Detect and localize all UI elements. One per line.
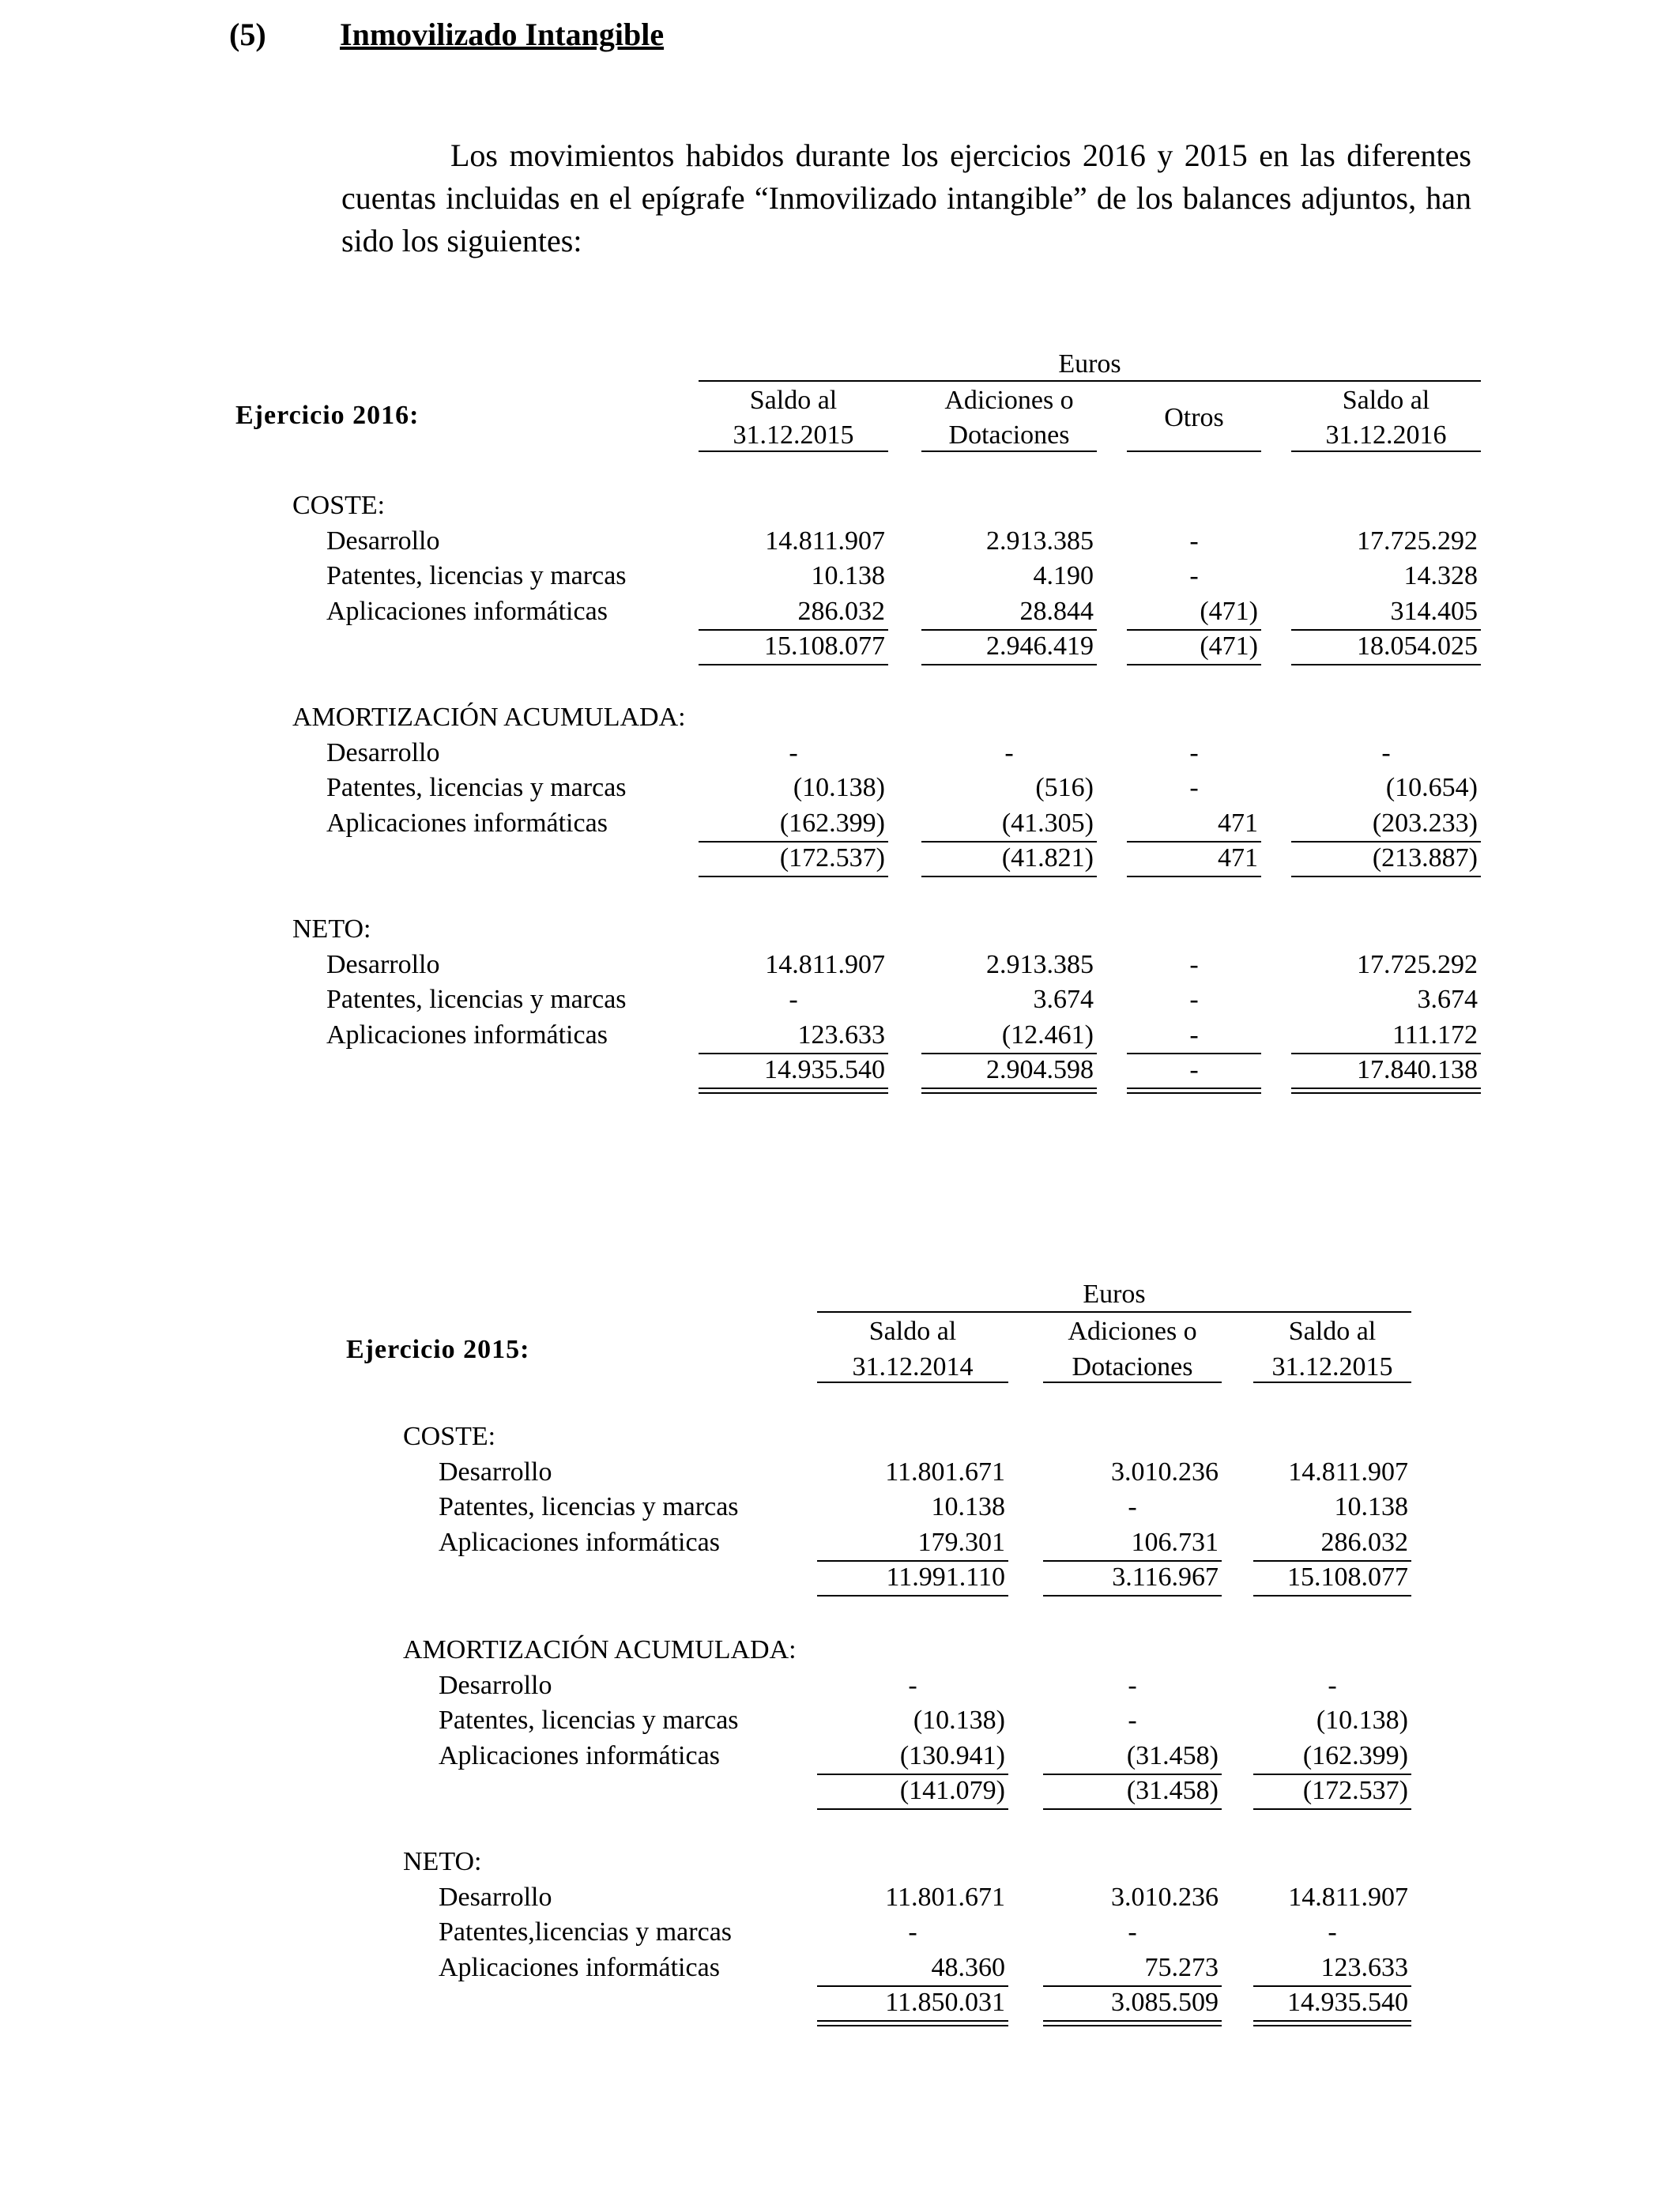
subtotal-rule xyxy=(1253,1774,1411,1775)
column-header-line1: Saldo al xyxy=(1288,1317,1377,1346)
cell-value: - xyxy=(1189,561,1199,590)
total-value: (172.537) xyxy=(1302,1776,1408,1805)
column-header-line1: Saldo al xyxy=(868,1317,957,1346)
section-heading: AMORTIZACIÓN ACUMULADA: xyxy=(292,703,686,732)
subtotal-rule xyxy=(921,629,1097,631)
cell-value: 10.138 xyxy=(811,561,885,590)
subtotal-rule xyxy=(1291,629,1481,631)
subtotal-rule xyxy=(817,1985,1008,1987)
total-value: 15.108.077 xyxy=(764,631,885,661)
total-value: 14.935.540 xyxy=(764,1055,885,1084)
subtotal-rule xyxy=(817,1560,1008,1562)
total-rule xyxy=(817,1595,1008,1596)
cell-value: - xyxy=(908,1917,917,1947)
cell-value: - xyxy=(1189,949,1199,979)
total-value: 18.054.025 xyxy=(1357,631,1478,661)
cell-value: (31.458) xyxy=(1126,1740,1219,1770)
cell-value: - xyxy=(1189,526,1199,556)
column-header-line2: Dotaciones xyxy=(948,420,1070,450)
cell-value: (12.461) xyxy=(1001,1020,1094,1050)
cell-value: 286.032 xyxy=(797,596,885,626)
column-header-line1: Saldo al xyxy=(749,386,838,415)
total-rule xyxy=(1127,1088,1261,1089)
column-header-line1: Adiciones o xyxy=(1068,1317,1197,1346)
currency-label: Euros xyxy=(1083,1280,1146,1309)
total-rule xyxy=(1127,664,1261,665)
column-header-rule xyxy=(1043,1382,1222,1383)
total-double-rule xyxy=(817,2025,1008,2026)
total-rule xyxy=(1253,1595,1411,1596)
total-rule xyxy=(699,876,888,877)
cell-value: 14.811.907 xyxy=(1288,1457,1408,1487)
column-header-rule xyxy=(921,450,1097,452)
cell-value: 14.811.907 xyxy=(765,949,885,979)
cell-value: 286.032 xyxy=(1320,1527,1408,1557)
row-label: Patentes, licencias y marcas xyxy=(439,1706,739,1735)
total-value: 2.904.598 xyxy=(986,1055,1094,1084)
row-label: Aplicaciones informáticas xyxy=(326,1020,608,1050)
total-value: 11.991.110 xyxy=(886,1563,1005,1592)
total-rule xyxy=(817,1808,1008,1810)
row-label: Patentes, licencias y marcas xyxy=(326,985,627,1014)
table-year-label: Ejercicio 2015: xyxy=(346,1335,530,1364)
row-label: Patentes, licencias y marcas xyxy=(326,773,627,802)
subtotal-rule xyxy=(1291,1053,1481,1054)
total-rule xyxy=(1043,1595,1222,1596)
cell-value: (471) xyxy=(1200,596,1258,626)
intro-text: Los movimientos habidos durante los ejercicios 2016 y 2015 en las diferentes cuentas incluidas en el epígrafe “Inmovilizado intangible” de los balances adjuntos, han sido los siguientes: xyxy=(341,138,1471,258)
table-year-label: Ejercicio 2016: xyxy=(235,401,420,430)
total-rule xyxy=(1043,1808,1222,1810)
total-value: 3.116.967 xyxy=(1112,1563,1219,1592)
subtotal-rule xyxy=(921,1053,1097,1054)
row-label: Aplicaciones informáticas xyxy=(439,1952,720,1982)
cell-value: (203.233) xyxy=(1372,808,1478,838)
section-heading: NETO: xyxy=(403,1847,482,1876)
cell-value: 123.633 xyxy=(1320,1952,1408,1982)
cell-value: 2.913.385 xyxy=(986,949,1094,979)
cell-value: 111.172 xyxy=(1392,1020,1478,1050)
total-rule xyxy=(1291,664,1481,665)
column-header-rule xyxy=(817,1382,1008,1383)
cell-value: (10.654) xyxy=(1385,773,1478,802)
total-value: (41.821) xyxy=(1001,843,1094,873)
subtotal-rule xyxy=(921,841,1097,843)
cell-value: - xyxy=(1328,1670,1337,1700)
cell-value: - xyxy=(789,737,798,767)
row-label: Patentes, licencias y marcas xyxy=(439,1492,739,1521)
cell-value: 17.725.292 xyxy=(1357,949,1478,979)
subtotal-rule xyxy=(1253,1560,1411,1562)
subtotal-rule xyxy=(1253,1985,1411,1987)
section-heading: COSTE: xyxy=(292,491,386,520)
total-rule xyxy=(1127,876,1261,877)
column-header-line1: Saldo al xyxy=(1342,386,1430,415)
cell-value: - xyxy=(1128,1670,1137,1700)
cell-value: 3.010.236 xyxy=(1111,1457,1219,1487)
section-heading: AMORTIZACIÓN ACUMULADA: xyxy=(403,1635,797,1664)
cell-value: - xyxy=(908,1670,917,1700)
cell-value: - xyxy=(1128,1917,1137,1947)
column-header-line2: 31.12.2014 xyxy=(852,1352,974,1382)
cell-value: 11.801.671 xyxy=(885,1457,1005,1487)
cell-value: 3.674 xyxy=(1033,985,1094,1014)
cell-value: - xyxy=(1189,985,1199,1014)
total-double-rule xyxy=(921,1092,1097,1094)
section-number: (5) xyxy=(229,17,266,52)
row-label: Desarrollo xyxy=(326,949,440,979)
cell-value: (162.399) xyxy=(779,808,885,838)
total-value: (141.079) xyxy=(899,1776,1005,1805)
subtotal-rule xyxy=(1127,1053,1261,1054)
cell-value: 48.360 xyxy=(931,1952,1005,1982)
subtotal-rule xyxy=(1291,841,1481,843)
intro-paragraph xyxy=(341,134,1471,262)
row-label: Desarrollo xyxy=(439,1457,552,1487)
total-rule xyxy=(1291,1088,1481,1089)
column-header-rule xyxy=(1127,450,1261,452)
cell-value: (162.399) xyxy=(1302,1740,1408,1770)
cell-value: 3.010.236 xyxy=(1111,1882,1219,1912)
cell-value: - xyxy=(1381,737,1391,767)
cell-value: (10.138) xyxy=(1316,1706,1408,1735)
row-label: Aplicaciones informáticas xyxy=(326,596,608,626)
column-header-line2: Dotaciones xyxy=(1072,1352,1193,1382)
total-value: - xyxy=(1189,1055,1199,1084)
cell-value: - xyxy=(1004,737,1014,767)
subtotal-rule xyxy=(1043,1774,1222,1775)
cell-value: 17.725.292 xyxy=(1357,526,1478,556)
total-rule xyxy=(1253,2020,1411,2022)
row-label: Patentes, licencias y marcas xyxy=(326,561,627,590)
cell-value: - xyxy=(1189,737,1199,767)
row-label: Desarrollo xyxy=(439,1670,552,1700)
subtotal-rule xyxy=(699,841,888,843)
total-rule xyxy=(817,2020,1008,2022)
cell-value: 179.301 xyxy=(917,1527,1005,1557)
cell-value: 3.674 xyxy=(1417,985,1478,1014)
column-header-line2: 31.12.2015 xyxy=(1271,1352,1393,1382)
total-value: 471 xyxy=(1218,843,1258,873)
currency-label: Euros xyxy=(1058,349,1121,379)
cell-value: 2.913.385 xyxy=(986,526,1094,556)
row-label: Aplicaciones informáticas xyxy=(439,1527,720,1557)
subtotal-rule xyxy=(817,1774,1008,1775)
cell-value: (10.138) xyxy=(913,1706,1005,1735)
subtotal-rule xyxy=(1043,1560,1222,1562)
total-value: (172.537) xyxy=(779,843,885,873)
subtotal-rule xyxy=(1127,841,1261,843)
total-double-rule xyxy=(699,1092,888,1094)
column-header: Otros xyxy=(1164,403,1224,432)
column-header-line2: 31.12.2015 xyxy=(733,420,854,450)
cell-value: - xyxy=(1189,1020,1199,1050)
total-value: (31.458) xyxy=(1126,1776,1219,1805)
total-value: 14.935.540 xyxy=(1287,1988,1408,2017)
total-double-rule xyxy=(1043,2025,1222,2026)
cell-value: - xyxy=(1328,1917,1337,1947)
cell-value: - xyxy=(1189,773,1199,802)
cell-value: 314.405 xyxy=(1390,596,1478,626)
total-value: (213.887) xyxy=(1372,843,1478,873)
total-rule xyxy=(921,876,1097,877)
column-header-line2: 31.12.2016 xyxy=(1325,420,1447,450)
subtotal-rule xyxy=(699,629,888,631)
row-label: Aplicaciones informáticas xyxy=(326,808,608,838)
cell-value: 75.273 xyxy=(1144,1952,1219,1982)
cell-value: - xyxy=(1128,1706,1137,1735)
total-double-rule xyxy=(1291,1092,1481,1094)
currency-rule xyxy=(817,1311,1411,1313)
cell-value: (130.941) xyxy=(899,1740,1005,1770)
currency-rule xyxy=(699,380,1481,382)
cell-value: 14.811.907 xyxy=(1288,1882,1408,1912)
total-rule xyxy=(699,664,888,665)
cell-value: (41.305) xyxy=(1001,808,1094,838)
total-value: (471) xyxy=(1200,631,1258,661)
total-rule xyxy=(1253,1808,1411,1810)
total-value: 15.108.077 xyxy=(1287,1563,1408,1592)
cell-value: 10.138 xyxy=(1334,1492,1408,1521)
subtotal-rule xyxy=(699,1053,888,1054)
row-label: Desarrollo xyxy=(326,526,440,556)
cell-value: 28.844 xyxy=(1019,596,1094,626)
subtotal-rule xyxy=(1043,1985,1222,1987)
column-header-rule xyxy=(1253,1382,1411,1383)
cell-value: 14.811.907 xyxy=(765,526,885,556)
column-header-line1: Adiciones o xyxy=(944,386,1074,415)
total-value: 2.946.419 xyxy=(986,631,1094,661)
cell-value: (516) xyxy=(1035,773,1094,802)
total-double-rule xyxy=(1253,2025,1411,2026)
cell-value: 14.328 xyxy=(1403,561,1478,590)
cell-value: 106.731 xyxy=(1131,1527,1219,1557)
section-heading: NETO: xyxy=(292,914,371,944)
total-value: 3.085.509 xyxy=(1111,1988,1219,2017)
total-value: 11.850.031 xyxy=(885,1988,1005,2017)
subtotal-rule xyxy=(1127,629,1261,631)
row-label: Aplicaciones informáticas xyxy=(439,1740,720,1770)
section-title: Inmovilizado Intangible xyxy=(340,17,665,52)
row-label: Desarrollo xyxy=(326,737,440,767)
total-rule xyxy=(699,1088,888,1089)
total-rule xyxy=(1291,876,1481,877)
column-header-rule xyxy=(1291,450,1481,452)
row-label: Desarrollo xyxy=(439,1882,552,1912)
total-rule xyxy=(1043,2020,1222,2022)
total-rule xyxy=(921,664,1097,665)
cell-value: 471 xyxy=(1218,808,1258,838)
column-header-rule xyxy=(699,450,888,452)
total-value: 17.840.138 xyxy=(1357,1055,1478,1084)
cell-value: - xyxy=(789,985,798,1014)
total-rule xyxy=(921,1088,1097,1089)
row-label: Patentes,licencias y marcas xyxy=(439,1917,733,1947)
cell-value: 123.633 xyxy=(797,1020,885,1050)
cell-value: 4.190 xyxy=(1033,561,1094,590)
total-double-rule xyxy=(1127,1092,1261,1094)
cell-value: 11.801.671 xyxy=(885,1882,1005,1912)
cell-value: (10.138) xyxy=(793,773,885,802)
cell-value: 10.138 xyxy=(931,1492,1005,1521)
cell-value: - xyxy=(1128,1492,1137,1521)
section-heading: COSTE: xyxy=(403,1422,496,1451)
